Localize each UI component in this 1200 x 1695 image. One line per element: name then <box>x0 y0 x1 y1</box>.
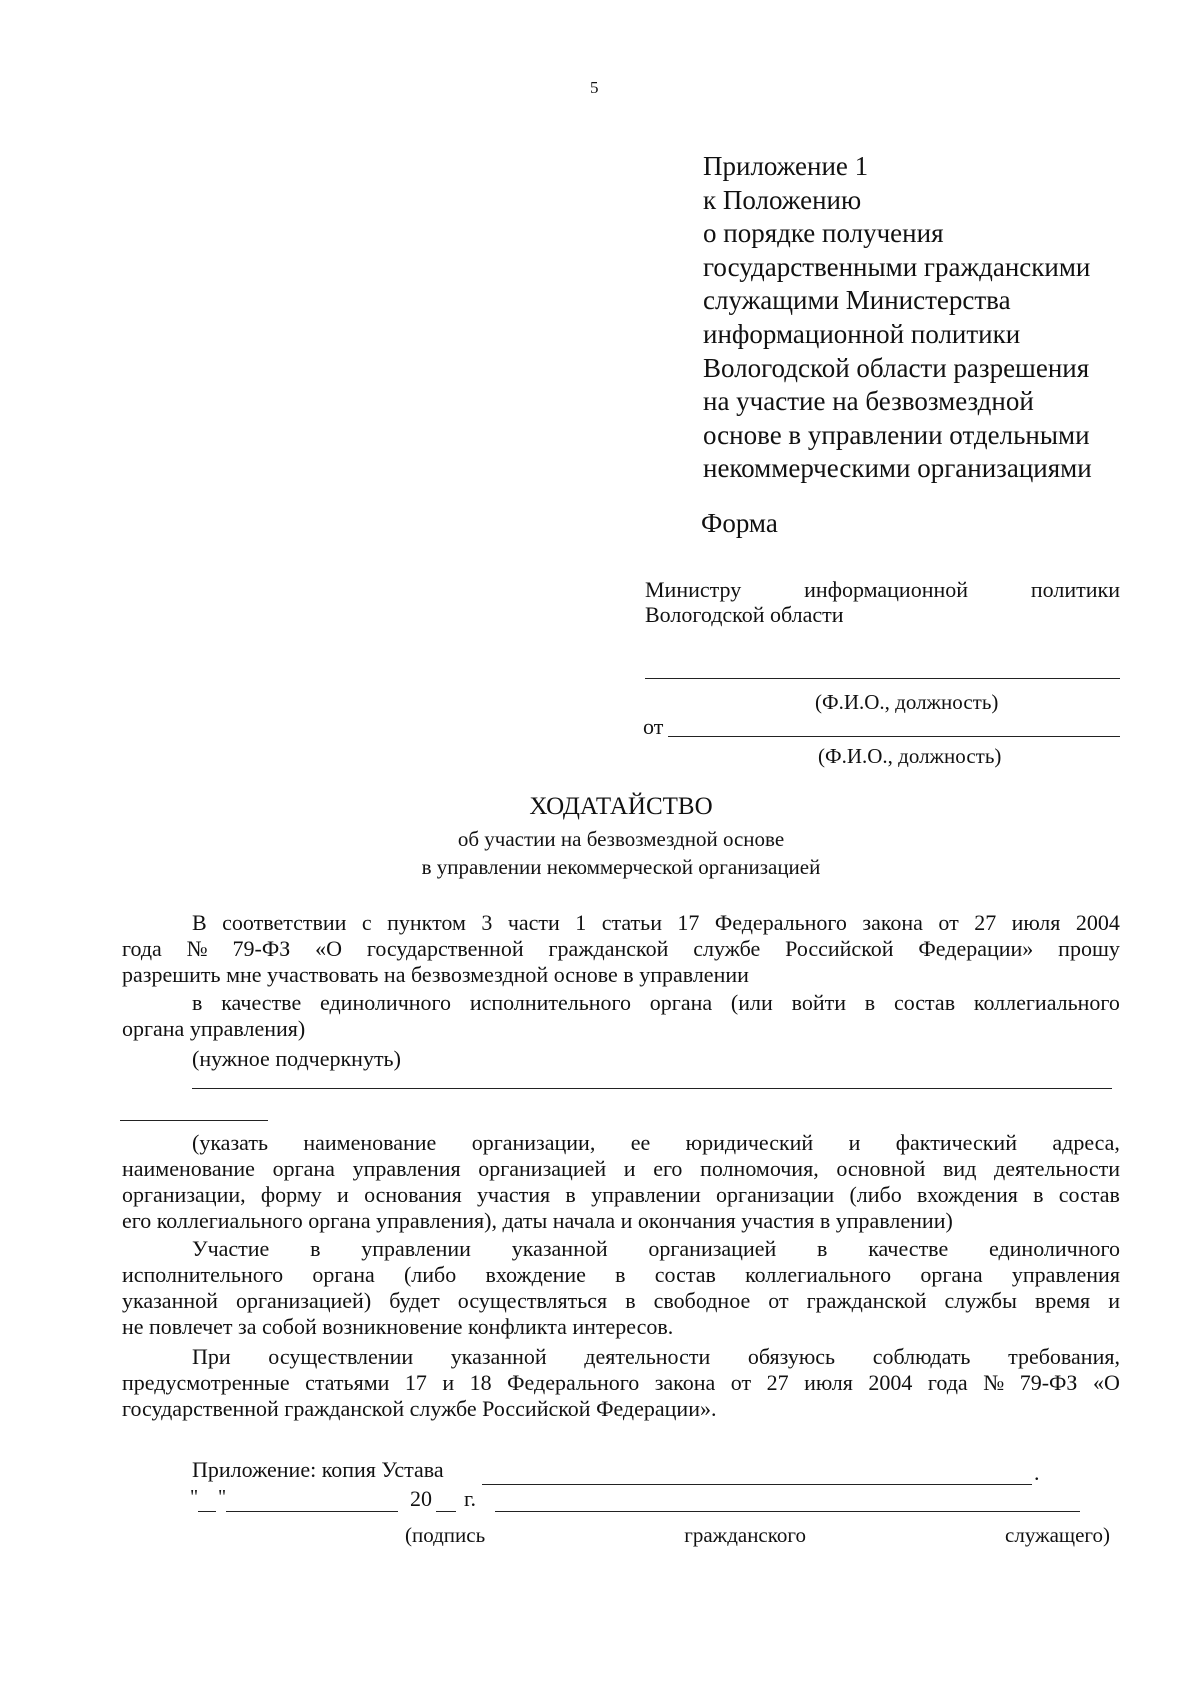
text-line: При осуществлении указанной деятельности обязуюсь соблюдать требования, <box>192 1344 1120 1369</box>
addressee-name-field[interactable] <box>645 678 1120 679</box>
year-label: 20 <box>410 1486 432 1511</box>
addressee-word: информационной <box>804 577 969 602</box>
appendix-line: Приложение 1 <box>703 151 869 181</box>
addressee-word: политики <box>1030 577 1120 602</box>
short-rule <box>120 1120 268 1121</box>
text-line: разрешить мне участвовать на безвозмездной основе в управлении <box>122 962 749 987</box>
document-title: ХОДАТАЙСТВО <box>529 793 713 820</box>
addressee-line <box>645 577 1120 603</box>
text-line: исполнительного органа (либо вхождение в состав коллегиального органа управления <box>122 1262 1120 1287</box>
date-quote-open: " <box>190 1486 199 1508</box>
signature-caption-word: (подпись <box>405 1523 486 1547</box>
appendix-line: к Положению <box>703 184 862 215</box>
text-line: в качестве единоличного исполнительного органа (или войти в состав коллегиального <box>192 990 1120 1015</box>
text-line: наименование органа управления организацией и его полномочия, основной вид деятельности <box>122 1156 1120 1181</box>
appendix-line: информационной политики <box>703 318 1021 349</box>
paragraph-obligation <box>122 1344 1120 1422</box>
appendix-line: Вологодской области разрешения <box>703 352 1090 383</box>
text-line: указанной организацией) будет осуществляться в свободное от гражданской службы время и <box>122 1288 1120 1313</box>
text-line: не повлечет за собой возникновение конфликта интересов. <box>122 1314 674 1339</box>
text-line: государственной гражданской службе Российской Федерации». <box>122 1396 717 1421</box>
document-subtitle: об участии на безвозмездной основе <box>457 827 785 851</box>
year-suffix: г. <box>464 1486 477 1511</box>
from-label: от <box>643 714 664 739</box>
fio-caption: (Ф.И.О., должность) <box>815 690 999 714</box>
month-field[interactable] <box>226 1511 398 1512</box>
paragraph-capacity <box>122 990 1120 1072</box>
charter-field[interactable] <box>482 1484 1032 1485</box>
appendix-line: о порядке получения <box>703 218 944 249</box>
addressee-word: Министру <box>645 577 742 602</box>
paragraph-request <box>122 910 1120 988</box>
signature-field[interactable] <box>495 1511 1080 1512</box>
form-label: Форма <box>701 508 778 538</box>
text-line: предусмотренные статьями 17 и 18 Федерального закона от 27 июля 2004 года № 79-ФЗ «О <box>122 1370 1120 1395</box>
paragraph-participation <box>122 1236 1120 1340</box>
appendix-line: некоммерческими организациями <box>703 453 1092 484</box>
addressee-line-2: Вологодской области <box>645 602 844 627</box>
year-field[interactable] <box>436 1511 456 1512</box>
appendix-line: государственными гражданскими <box>703 251 1091 282</box>
text-line: (указать наименование организации, ее юридический и фактический адреса, <box>192 1130 1120 1155</box>
document-subtitle: в управлении некоммерческой организацией <box>421 855 821 879</box>
text-line: органа управления) <box>122 1016 306 1041</box>
paragraph-instructions <box>122 1130 1120 1234</box>
day-field[interactable] <box>198 1511 216 1512</box>
text-line: года № 79-ФЗ «О государственной гражданской службе Российской Федерации» прошу <box>122 936 1120 961</box>
text-line: Участие в управлении указанной организацией в качестве единоличного <box>192 1236 1120 1261</box>
fio-caption: (Ф.И.О., должность) <box>818 744 1002 768</box>
appendix-line: на участие на безвозмездной <box>703 386 1034 417</box>
text-line: В соответствии с пунктом 3 части 1 статьи 17 Федерального закона от 27 июля 2004 <box>192 910 1120 935</box>
date-quote-close: " <box>218 1486 227 1508</box>
sender-name-field[interactable] <box>668 736 1120 737</box>
appendix-line: основе в управлении отдельными <box>703 419 1090 450</box>
page-number: 5 <box>590 78 599 97</box>
appendix-heading <box>703 150 1092 486</box>
attachment-period: . <box>1034 1460 1040 1485</box>
underline-note: (нужное подчеркнуть) <box>192 1046 401 1071</box>
signature-caption <box>405 1523 1110 1548</box>
appendix-line: служащими Министерства <box>703 285 1011 316</box>
text-line: его коллегиального органа управления), даты начала и окончания участия в управлении) <box>122 1208 953 1233</box>
signature-caption-word: гражданского <box>684 1523 806 1547</box>
attachment-label: Приложение: копия Устава <box>192 1457 444 1482</box>
signature-caption-word: служащего) <box>1005 1523 1110 1547</box>
organization-field[interactable] <box>192 1088 1112 1089</box>
text-line: организации, форму и основания участия в управлении организации (либо вхождения в состав <box>122 1182 1120 1207</box>
